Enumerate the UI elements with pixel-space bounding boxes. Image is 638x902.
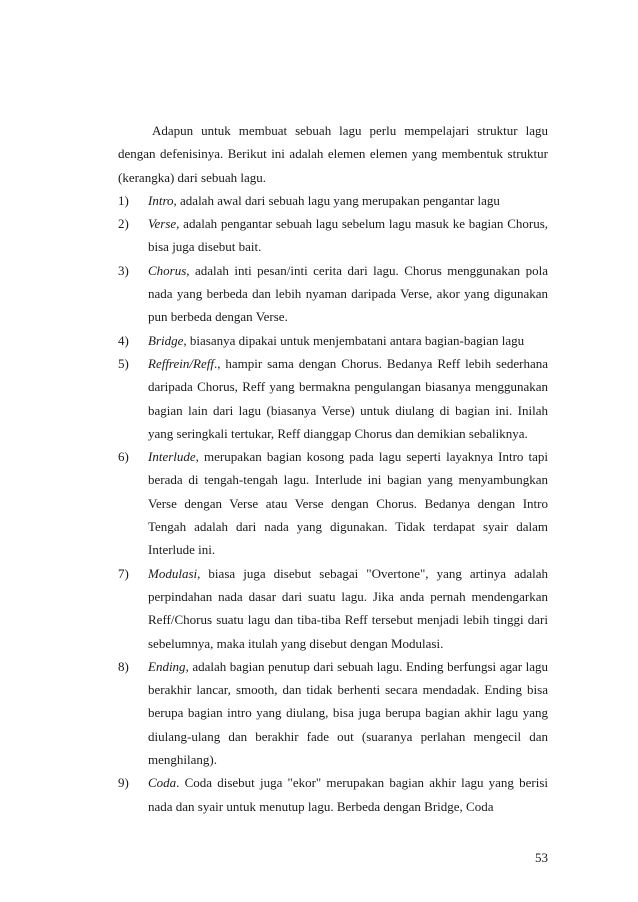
term-interlude: Interlude (148, 449, 196, 465)
list-number: 8) (118, 658, 129, 674)
list-number: 9) (118, 775, 129, 791)
term-verse: Verse (148, 216, 177, 232)
definition-intro: , adalah awal dari sebuah lagu yang merupakan pengantar lagu (173, 192, 500, 208)
list-number: 7) (118, 565, 129, 581)
page-content (118, 119, 548, 818)
term-modulasi: Modulasi (148, 565, 198, 581)
list-item-verse (118, 212, 548, 259)
term-chorus: Chorus (148, 262, 187, 278)
list-number: 5) (118, 355, 129, 371)
list-number: 2) (118, 216, 129, 232)
list-item-coda (118, 771, 548, 818)
page-number: 53 (535, 850, 548, 865)
definition-bridge: , biasanya dipakai untuk menjembatani antara bagian-bagian lagu (183, 332, 525, 348)
list-item-interlude (118, 445, 548, 561)
definition-reffrein: ., hampir sama dengan Chorus. Bedanya Reff lebih sederhana daripada Chorus, Reff yang bermakna pengulangan biasanya menggunakan bagian lain dari lagu (biasanya Verse) untuk diulang di bagian ini. Inilah yang seringkali tertukar, Reff dianggap Chorus dan demikian sebaliknya. (148, 355, 548, 441)
term-reffrein: Reffrein/Reff (148, 355, 214, 371)
definition-verse: , adalah pengantar sebuah lagu sebelum lagu masuk ke bagian Chorus, bisa juga disebut bait. (148, 216, 548, 255)
list-number: 4) (118, 332, 129, 348)
list-number: 6) (118, 449, 129, 465)
list-item-modulasi (118, 562, 548, 655)
definition-modulasi: , biasa juga disebut sebagai "Overtone", yang artinya adalah perpindahan nada dasar dari suatu lagu. Jika anda pernah mendengarkan Reff/Chorus suatu lagu dan tiba-tiba Reff tersebut menjadi lebih tinggi dari sebelumnya, maka itulah yang disebut dengan Modulasi. (148, 565, 548, 651)
definition-interlude: , merupakan bagian kosong pada lagu seperti layaknya Intro tapi berada di tengah-tengah lagu. Interlude ini bagian yang menyambungkan Verse dengan Verse atau Verse dengan Chorus. Bedanya dengan Intro Tengah adalah dari nada yang digunakan. Tidak terdapat syair dalam Interlude ini. (148, 449, 548, 558)
term-bridge: Bridge (148, 332, 184, 348)
list-item-chorus (118, 259, 548, 329)
term-coda: Coda (148, 775, 177, 791)
list-item-intro (118, 189, 548, 212)
term-ending: Ending (148, 658, 186, 674)
definition-ending: , adalah bagian penutup dari sebuah lagu. Ending berfungsi agar lagu berakhir lancar, smooth, dan tidak berhenti secara mendadak. Ending bisa berupa bagian intro yang diulang, bisa juga berupa bagian akhir lagu yang diulang-ulang dan berakhir fade out (suaranya perlahan mengecil dan menghilang). (148, 658, 548, 768)
definition-chorus: , adalah inti pesan/inti cerita dari lagu. Chorus menggunakan pola nada yang berbeda dan lebih nyaman daripada Verse, akor yang digunakan pun berbeda dengan Verse. (148, 262, 548, 325)
term-intro: Intro (148, 192, 174, 208)
list-item-bridge (118, 329, 548, 352)
list-number: 3) (118, 262, 129, 278)
song-structure-list (118, 189, 548, 818)
list-item-reffrein (118, 352, 548, 445)
definition-coda: . Coda disebut juga "ekor" merupakan bagian akhir lagu yang berisi nada dan syair untuk menutup lagu. Berbeda dengan Bridge, Coda (148, 775, 548, 814)
list-item-ending (118, 655, 548, 771)
intro-paragraph: Adapun untuk membuat sebuah lagu perlu mempelajari struktur lagu dengan defenisinya. Berikut ini adalah elemen elemen yang membentuk struktur (kerangka) dari sebuah lagu. (118, 123, 548, 185)
list-number: 1) (118, 192, 129, 208)
